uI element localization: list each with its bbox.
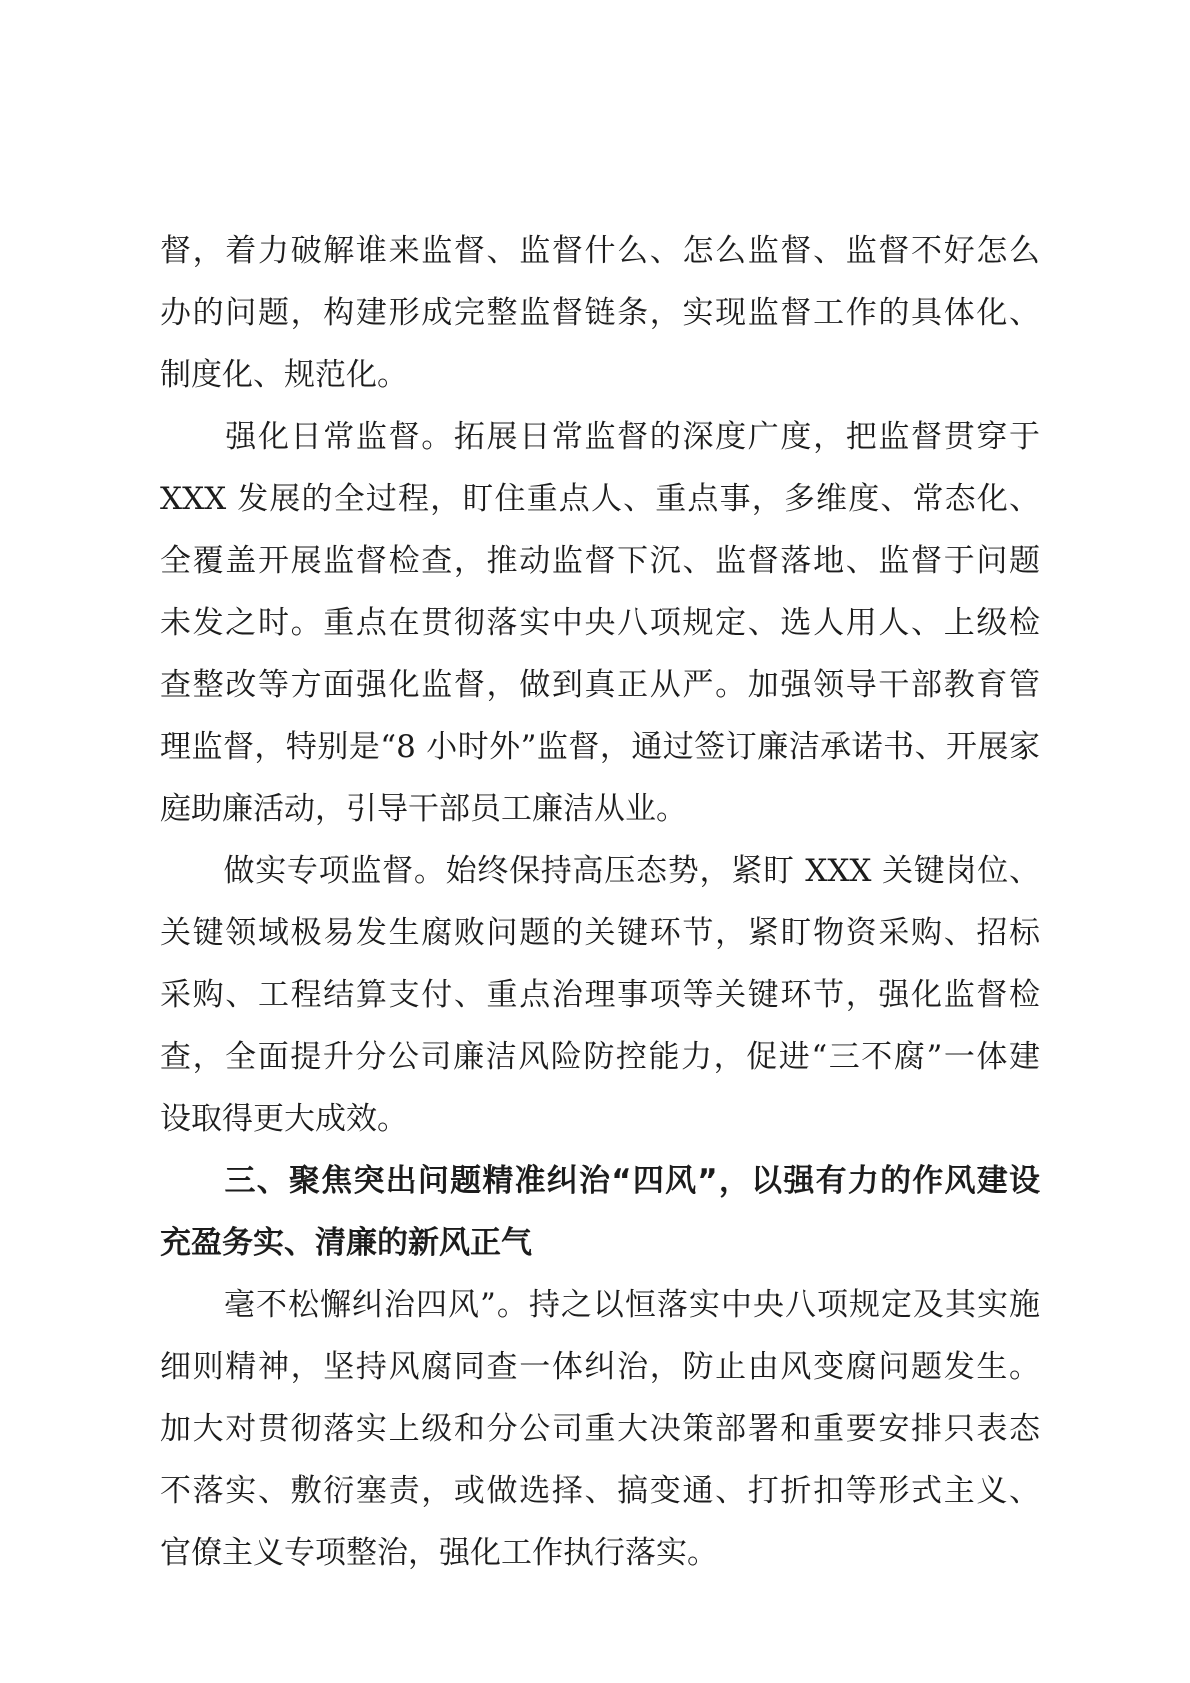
section-heading-line-2: 充盈务实、清廉的新风正气 (160, 1225, 532, 1261)
text-line-2: 办的问题，构建形成完整监督链条，实现监督工作的具体化、 (160, 295, 1040, 331)
text-line-8: 查整改等方面强化监督，做到真正从严。加强领导干部教育管 (160, 667, 1040, 703)
text-line-6: 全覆盖开展监督检查，推动监督下沉、监督落地、监督于问题 (160, 543, 1040, 579)
text-line-11: 做实专项监督。始终保持高压态势，紧盯 XXX 关键岗位、 (160, 853, 1040, 889)
text-line-18: 毫不松懈纠治四风”。持之以恒落实中央八项规定及其实施 (160, 1287, 1040, 1323)
text-line-7: 未发之时。重点在贯彻落实中央八项规定、选人用人、上级检 (160, 605, 1040, 641)
text-line-19: 细则精神，坚持风腐同查一体纠治，防止由风变腐问题发生。 (160, 1349, 1040, 1385)
text-line-5: XXX 发展的全过程，盯住重点人、重点事，多维度、常态化、 (160, 481, 1040, 517)
text-line-3: 制度化、规范化。 (160, 357, 408, 393)
text-line-13: 采购、工程结算支付、重点治理事项等关键环节，强化监督检 (160, 977, 1040, 1013)
text-line-21: 不落实、敷衍塞责，或做选择、搞变通、打折扣等形式主义、 (160, 1473, 1040, 1509)
text-line-1: 督，着力破解谁来监督、监督什么、怎么监督、监督不好怎么 (160, 233, 1040, 269)
text-line-12: 关键领域极易发生腐败问题的关键环节，紧盯物资采购、招标 (160, 915, 1040, 951)
text-line-20: 加大对贯彻落实上级和分公司重大决策部署和重要安排只表态 (160, 1411, 1040, 1447)
document-body (160, 220, 1040, 1584)
text-line-15: 设取得更大成效。 (160, 1101, 408, 1137)
text-line-9: 理监督，特别是“8 小时外”监督，通过签订廉洁承诺书、开展家 (160, 729, 1040, 765)
text-line-10: 庭助廉活动，引导干部员工廉洁从业。 (160, 791, 687, 827)
text-line-22: 官僚主义专项整治，强化工作执行落实。 (160, 1535, 718, 1571)
text-line-14: 查，全面提升分公司廉洁风险防控能力，促进“三不腐”一体建 (160, 1039, 1040, 1075)
text-line-4: 强化日常监督。拓展日常监督的深度广度，把监督贯穿于 (160, 419, 1040, 455)
section-heading-line-1: 三、聚焦突出问题精准纠治“四风”，以强有力的作风建设 (160, 1163, 1040, 1199)
